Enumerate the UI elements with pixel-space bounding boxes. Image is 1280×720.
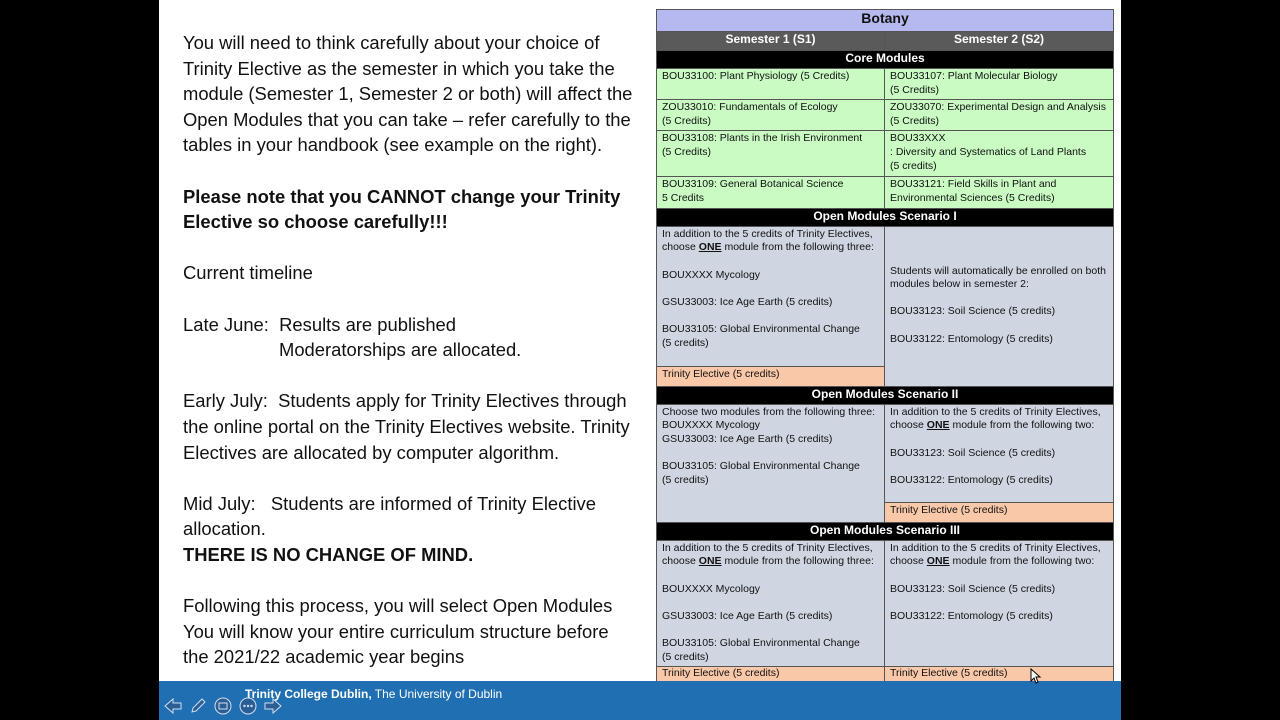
arrow-left-icon[interactable]	[161, 695, 184, 717]
slide-footer	[159, 681, 1121, 720]
timeline-late-june-2: Moderatorships are allocated.	[279, 339, 522, 361]
intro-paragraph: You will need to think carefully about your choice of Trinity Elective as the semester in which you take the module (Semester 1, Semester 2 or both) will affect the Open Modules that you can take – refer carefully to the tables in your handbook (see example on the right).	[183, 32, 633, 156]
scenario-3-s2-options: BOU33123: Soil Science (5 credits) BOU33122: Entomology (5 credits)	[890, 582, 1056, 622]
warning-note: Please note that you CANNOT change your Trinity Elective so choose carefully!!!	[183, 185, 621, 233]
scenario-3-s2-cell: In addition to the 5 credits of Trinity Electives, choose ONE module from the following two: BOU33123: Soil Science (5 credits) BOU33122: Entomology (5 credits)	[885, 540, 1114, 667]
curriculum-text: You will know your entire curriculum structure before the 2021/22 academic year begins	[183, 620, 609, 668]
semester-1-header: Semester 1 (S1)	[657, 32, 885, 51]
scenario-2-header: Open Modules Scenario II	[657, 386, 1114, 404]
scenario-3-s1-options: BOUXXXX Mycology GSU33003: Ice Age Earth (5 credits) BOU33105: Global Environmental Change (5 credits)	[662, 582, 860, 663]
scenario-1-s1-cell: In addition to the 5 credits of Trinity Electives, choose ONE module from the following three: BOUXXXX Mycology GSU33003: Ice Age Earth (5 credits) BOU33105: Global Environmental Change (5 credits)	[657, 226, 885, 366]
trinity-elective-cell: Trinity Elective (5 credits)	[885, 667, 1114, 684]
core-cell: ZOU33070: Experimental Design and Analysis (5 Credits)	[885, 100, 1114, 131]
pen-icon[interactable]	[186, 695, 209, 717]
scenario-2-s2-options: BOU33123: Soil Science (5 credits) BOU33122: Entomology (5 credits)	[890, 446, 1056, 486]
scenario-3-s1-cell: In addition to the 5 credits of Trinity Electives, choose ONE module from the following three: BOUXXXX Mycology GSU33003: Ice Age Earth (5 credits) BOU33105: Global Environmental Change (5 credits)	[657, 540, 885, 667]
timeline-heading: Current timeline	[183, 262, 313, 284]
core-cell: BOU33121: Field Skills in Plant and Environmental Sciences (5 Credits)	[885, 177, 1114, 208]
table-title: Botany	[657, 10, 1114, 32]
scenario-1-header: Open Modules Scenario I	[657, 208, 1114, 226]
timeline-early-july: Early July: Students apply for Trinity Electives through the online portal on the Trinity Electives website. Trinity Electives are allocated by computer algorithm.	[183, 390, 630, 463]
timeline-mid-july: Mid July: Students are informed of Trinity Elective allocation. THERE IS NO CHANGE OF MIND.	[183, 492, 596, 565]
scenario-1-s1-options: BOUXXXX Mycology GSU33003: Ice Age Earth (5 credits) BOU33105: Global Environmental Change (5 credits)	[662, 268, 860, 349]
footer-institution: Trinity College Dublin, The University of Dublin	[245, 687, 503, 701]
core-cell: BOU33109: General Botanical Science 5 Credits	[657, 177, 885, 208]
slide-body-text	[183, 30, 633, 670]
slides-icon[interactable]	[211, 695, 234, 717]
semester-2-header: Semester 2 (S2)	[885, 32, 1114, 51]
botany-module-table	[656, 9, 1114, 684]
trinity-elective-cell: Trinity Elective (5 credits)	[657, 667, 885, 684]
mouse-cursor-icon	[1030, 668, 1042, 684]
scenario-1-s2-cell: Students will automatically be enrolled on both modules below in semester 2: BOU33123: Soil Science (5 credits) BOU33122: Entomology (5 credits)	[885, 226, 1114, 386]
following-text: Following this process, you will select Open Modules	[183, 595, 613, 617]
core-cell: BOU33XXX : Diversity and Systematics of Land Plants (5 credits)	[885, 131, 1114, 177]
core-cell: BOU33108: Plants in the Irish Environment (5 Credits)	[657, 131, 885, 177]
core-cell: BOU33107: Plant Molecular Biology (5 Credits)	[885, 69, 1114, 100]
slide	[159, 0, 1121, 720]
scenario-2-s1-cell: Choose two modules from the following three: BOUXXXX Mycology GSU33003: Ice Age Earth (5 credits) BOU33105: Global Environmental Change (5 credits)	[657, 404, 885, 522]
scenario-2-s2-cell: In addition to the 5 credits of Trinity Electives, choose ONE module from the following two: BOU33123: Soil Science (5 credits) BOU33122: Entomology (5 credits)	[885, 404, 1114, 502]
core-modules-header: Core Modules	[657, 51, 1114, 69]
trinity-elective-cell: Trinity Elective (5 credits)	[657, 366, 885, 386]
trinity-elective-cell: Trinity Elective (5 credits)	[885, 502, 1114, 522]
core-cell: BOU33100: Plant Physiology (5 Credits)	[657, 69, 885, 100]
scenario-3-header: Open Modules Scenario III	[657, 522, 1114, 540]
timeline-late-june: Late June: Results are published	[183, 313, 456, 335]
core-cell: ZOU33010: Fundamentals of Ecology (5 Credits)	[657, 100, 885, 131]
